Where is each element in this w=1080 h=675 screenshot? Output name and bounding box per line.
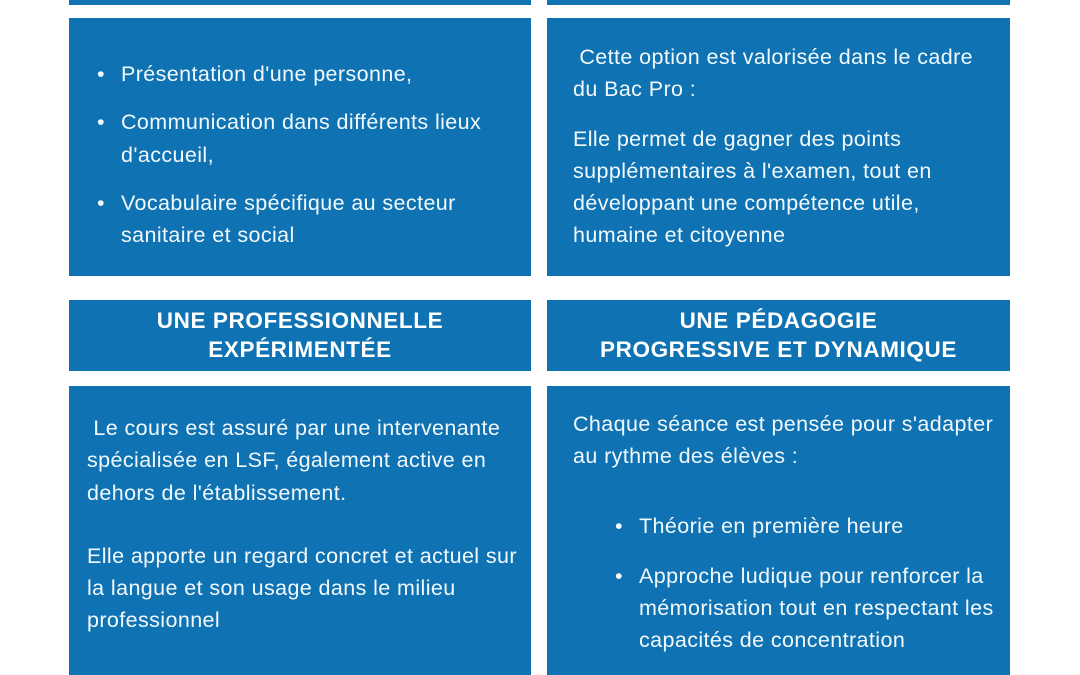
pedagogy-list <box>573 510 998 657</box>
list-item <box>97 187 513 252</box>
list-item <box>97 58 513 90</box>
header-line: PROGRESSIVE ET DYNAMIQUE <box>600 336 957 362</box>
bac-pro-paragraph: Elle permet de gagner des points supplémentaires à l'examen, tout en développant une compétence utile, humaine et citoyenne <box>573 126 939 248</box>
pedagogy-panel <box>547 386 1010 675</box>
topic-item-text: Vocabulaire spécifique au secteur sanitaire et social <box>121 190 463 247</box>
professional-panel <box>69 386 531 675</box>
pedagogy-intro: Chaque séance est pensée pour s'adapter au rythme des élèves : <box>573 412 1000 469</box>
list-item <box>615 510 998 542</box>
pedagogy-item-text: Théorie en première heure <box>639 513 904 538</box>
top-cutoff-panel-right <box>547 0 1010 5</box>
bac-pro-panel <box>547 18 1010 276</box>
bullet-icon: • <box>615 513 623 538</box>
header-line: UNE PROFESSIONNELLE <box>156 307 444 333</box>
professional-header <box>69 300 531 371</box>
topics-list <box>97 58 513 251</box>
header-line: EXPÉRIMENTÉE <box>208 336 392 362</box>
list-item <box>615 560 998 657</box>
header-line: UNE PÉDAGOGIE <box>679 307 878 333</box>
topic-item-text: Communication dans différents lieux d'accueil, <box>121 110 488 167</box>
pedagogy-header <box>547 300 1010 371</box>
bullet-icon: • <box>97 190 105 215</box>
topics-panel <box>69 18 531 276</box>
top-cutoff-panel-left <box>69 0 531 5</box>
list-item <box>97 106 513 171</box>
bullet-icon: • <box>615 563 623 588</box>
professional-paragraph: Le cours est assuré par une intervenante spécialisée en LSF, également active en dehors de l'établissement. <box>87 416 507 505</box>
pedagogy-item-text: Approche ludique pour renforcer la mémorisation tout en respectant les capacités de concentration <box>639 563 1000 653</box>
topic-item-text: Présentation d'une personne, <box>121 62 413 86</box>
bullet-icon: • <box>97 110 105 135</box>
bullet-icon: • <box>97 62 105 86</box>
professional-paragraph: Elle apporte un regard concret et actuel sur la langue et son usage dans le milieu professionnel <box>87 543 524 633</box>
bac-pro-paragraph: Cette option est valorisée dans le cadre du Bac Pro : <box>573 45 980 102</box>
